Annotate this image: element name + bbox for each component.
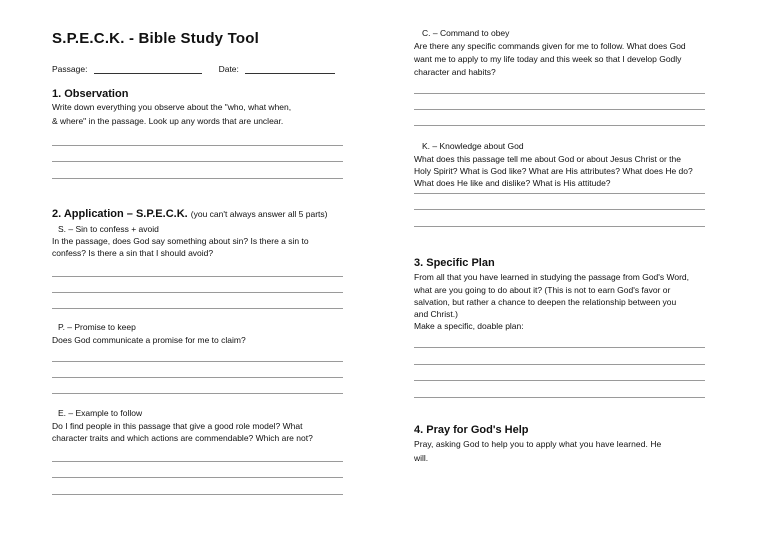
application-heading xyxy=(52,208,328,220)
plan-heading: 3. Specific Plan xyxy=(414,257,495,269)
sin-label: S. – Sin to confess + avoid xyxy=(58,224,159,234)
observation-answer-line[interactable] xyxy=(52,145,343,146)
command-question-3: character and habits? xyxy=(414,67,496,77)
sin-question-2: confess? Is there a sin that I should avoid? xyxy=(52,248,214,258)
observation-answer-line[interactable] xyxy=(52,161,343,162)
command-answer-line[interactable] xyxy=(414,109,705,110)
sin-answer-line[interactable] xyxy=(52,276,343,277)
promise-answer-line[interactable] xyxy=(52,361,343,362)
pray-text-2: will. xyxy=(414,453,429,463)
knowledge-answer-line[interactable] xyxy=(414,209,705,210)
example-question-2: character traits and which actions are commendable? Which are not? xyxy=(52,433,313,443)
plan-text-1: From all that you have learned in studying the passage from God's Word, xyxy=(414,272,690,282)
example-answer-line[interactable] xyxy=(52,461,343,462)
command-label: C. – Command to obey xyxy=(422,28,510,38)
plan-text-5: Make a specific, doable plan: xyxy=(414,321,524,331)
plan-answer-line[interactable] xyxy=(414,380,705,381)
example-answer-line[interactable] xyxy=(52,477,343,478)
command-question-2: want me to apply to my life today and this week so that I develop Godly xyxy=(414,54,682,64)
promise-answer-line[interactable] xyxy=(52,377,343,378)
application-heading-text: 2. Application – S.P.E.C.K. xyxy=(52,208,188,220)
command-answer-line[interactable] xyxy=(414,125,705,126)
plan-answer-line[interactable] xyxy=(414,397,705,398)
page-title: S.P.E.C.K. - Bible Study Tool xyxy=(52,30,259,47)
pray-heading: 4. Pray for God's Help xyxy=(414,424,529,436)
example-label: E. – Example to follow xyxy=(58,408,143,418)
plan-text-3: salvation, but rather a chance to deepen the relationship between you xyxy=(414,297,677,307)
knowledge-question-1: What does this passage tell me about God or about Jesus Christ or the xyxy=(414,154,681,164)
promise-answer-line[interactable] xyxy=(52,393,343,394)
knowledge-answer-line[interactable] xyxy=(414,226,705,227)
knowledge-label: K. – Knowledge about God xyxy=(422,141,524,151)
application-note: (you can't always answer all 5 parts) xyxy=(190,209,328,219)
date-label: Date: xyxy=(218,64,239,74)
promise-label: P. – Promise to keep xyxy=(58,322,136,332)
knowledge-answer-line[interactable] xyxy=(414,193,705,194)
observation-text-2: & where" in the passage. Look up any words that are unclear. xyxy=(52,116,284,126)
promise-question-1: Does God communicate a promise for me to claim? xyxy=(52,335,246,345)
sin-answer-line[interactable] xyxy=(52,308,343,309)
knowledge-question-2: Holy Spirit? What is God like? What are His attributes? What does He do? xyxy=(414,166,693,176)
date-field[interactable] xyxy=(245,65,335,74)
pray-text-1: Pray, asking God to help you to apply what you have learned. He xyxy=(414,439,662,449)
passage-field[interactable] xyxy=(94,65,202,74)
command-question-1: Are there any specific commands given for me to follow. What does God xyxy=(414,41,686,51)
command-answer-line[interactable] xyxy=(414,93,705,94)
passage-date-row xyxy=(52,64,335,74)
plan-text-4: and Christ.) xyxy=(414,309,458,319)
sin-answer-line[interactable] xyxy=(52,292,343,293)
observation-text-1: Write down everything you observe about the "who, what when, xyxy=(52,102,292,112)
knowledge-question-3: What does He like and dislike? What is His attitude? xyxy=(414,178,611,188)
plan-answer-line[interactable] xyxy=(414,364,705,365)
example-answer-line[interactable] xyxy=(52,494,343,495)
passage-label: Passage: xyxy=(52,64,88,74)
observation-answer-line[interactable] xyxy=(52,178,343,179)
example-question-1: Do I find people in this passage that give a good role model? What xyxy=(52,421,303,431)
plan-answer-line[interactable] xyxy=(414,347,705,348)
sin-question-1: In the passage, does God say something about sin? Is there a sin to xyxy=(52,236,309,246)
plan-text-2: what are you going to do about it? (This is not to earn God's favor or xyxy=(414,285,671,295)
observation-heading: 1. Observation xyxy=(52,88,129,100)
